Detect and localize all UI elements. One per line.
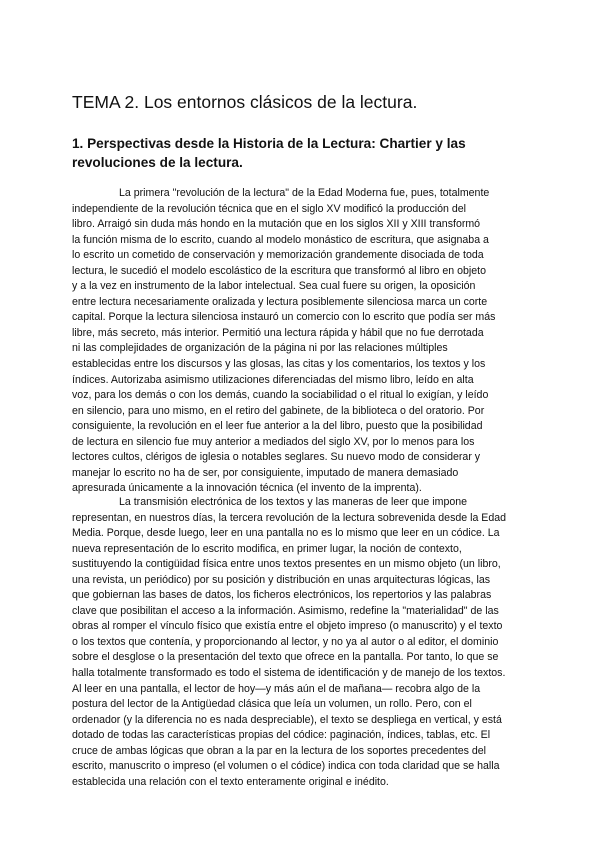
paragraph-line: capital. Porque la lectura silenciosa instauró un comercio con lo escrito que podía ser más <box>72 311 496 324</box>
paragraph-1 <box>72 186 495 497</box>
paragraph-line: o los textos que contenía, y proporcionando al lector, y no ya al autor o al editor, el dominio <box>72 635 499 648</box>
paragraph-line: escrito, manuscrito o impreso (el volumen o el códice) indica con toda claridad que se halla <box>72 760 500 773</box>
paragraph-line: manejar lo escrito no ha de ser, por consiguiente, imputado de manera demasiado <box>72 466 459 479</box>
paragraph-line: Media. Porque, desde luego, leer en una pantalla no es lo mismo que leer en un códice. La <box>72 527 500 540</box>
paragraph-2 <box>72 495 506 790</box>
paragraph-line: libre, más secreto, más interior. Permitió una lectura rápida y hábil que no fue derrotada <box>72 326 484 339</box>
paragraph-line: establecida una relación con el texto enteramente original e inédito. <box>72 775 389 788</box>
paragraph-line: sustituyendo la contigüidad física entre unos textos presentes en un mismo objeto (un libro, <box>72 558 501 571</box>
section-heading: 1. Perspectivas desde la Historia de la Lectura: Chartier y las revoluciones de la lectura. <box>72 136 466 170</box>
paragraph-line: La transmisión electrónica de los textos y las maneras de leer que impone <box>119 496 468 508</box>
paragraph-line: libro. Arraigó sin duda más hondo en la mutación que en los siglos XII y XIII transformó <box>72 218 481 231</box>
paragraph-line: de lectura en silencio fue muy anterior a mediados del siglo XV, por lo menos para los <box>72 435 475 448</box>
paragraph-line: nueva representación de lo escrito modifica, en primer lugar, la noción de contexto, <box>72 542 462 555</box>
paragraph-line: y a la vez en instrumento de la labor intelectual. Sea cual fuere su origen, la oposición <box>72 280 476 293</box>
paragraph-line: lectura, le sucedió el modelo escolástico de la escritura que transformó al libro en objeto <box>72 264 486 277</box>
paragraph-line: entre lectura necesariamente oralizada y lectura posiblemente silenciosa marca un corte <box>72 295 488 308</box>
paragraph-line: halla totalmente transformado es todo el sistema de identificación y de manejo de los textos. <box>72 667 506 680</box>
paragraph-line: voz, para los demás o con los demás, cuando la sociabilidad o el ritual lo exigían, y leído <box>72 389 489 402</box>
paragraph-line: lectores cultos, clérigos de iglesia o notables seglares. Su nuevo modo de considerar y <box>72 451 481 464</box>
paragraph-line: sobre el desglose o la presentación del texto que ofrece en la pantalla. Por tanto, lo que se <box>72 651 499 664</box>
paragraph-line: apresurada únicamente a la innovación técnica (el invento de la imprenta). <box>72 482 422 495</box>
paragraph-line: lo escrito un cometido de conservación y memorización grandemente disociada de toda <box>72 249 484 262</box>
paragraph-line: en silencio, para uno mismo, en el retiro del gabinete, de la biblioteca o del oratorio. Por <box>72 404 485 417</box>
paragraph-line: que gobiernan las bases de datos, los ficheros electrónicos, los repertorios y las palabras <box>72 589 492 602</box>
paragraph-line: dotado de todas las características propias del códice: paginación, índices, tablas, etc. El <box>72 729 491 742</box>
paragraph-line: independiente de la revolución técnica que en el siglo XV modificó la producción del <box>72 202 466 215</box>
paragraph-line: consiguiente, la revolución en el leer fue anterior a la del libro, puesto que la posibilidad <box>72 420 483 433</box>
paragraph-line: establecidas entre los discursos y las glosas, las citas y los comentarios, los textos y los <box>72 358 486 371</box>
paragraph-line: una revista, un periódico) por su posición y distribución en unas arquitecturas lógicas, las <box>72 573 491 586</box>
paragraph-line: índices. Autorizaba asimismo utilizaciones diferenciadas del mismo libro, leído en alta <box>72 373 474 386</box>
paragraph-line: ni las complejidades de organización de la página ni por las relaciones múltiples <box>72 342 448 355</box>
paragraph-line: la función misma de lo escrito, cuando al modelo monástico de escritura, que asignaba a <box>72 233 489 246</box>
paragraph-line: La primera "revolución de la lectura" de la Edad Moderna fue, pues, totalmente <box>119 187 490 199</box>
paragraph-line: postura del lector de la Antigüedad clásica que leía un volumen, un rollo. Pero, con el <box>72 698 472 711</box>
paragraph-line: cruce de ambas lógicas que obran a la par en la lectura de los soportes precedentes del <box>72 744 486 757</box>
paragraph-line: obras al romper el vínculo físico que existía entre el objeto impreso (o manuscrito) y el texto <box>72 620 503 633</box>
paragraph-line: representan, en nuestros días, la tercera revolución de la lectura sobrevenida desde la Edad <box>72 511 507 524</box>
page-title: TEMA 2. Los entornos clásicos de la lectura. <box>72 92 418 112</box>
paragraph-line: clave que posibilitan el acceso a la información. Asimismo, redefine la "materialidad" de las <box>72 604 499 617</box>
paragraph-line: ordenador (y la diferencia no es nada despreciable), el texto se despliega en vertical, y está <box>72 713 502 726</box>
paragraph-line: Al leer en una pantalla, el lector de hoy—y más aún el de mañana— recobra algo de la <box>72 682 481 695</box>
